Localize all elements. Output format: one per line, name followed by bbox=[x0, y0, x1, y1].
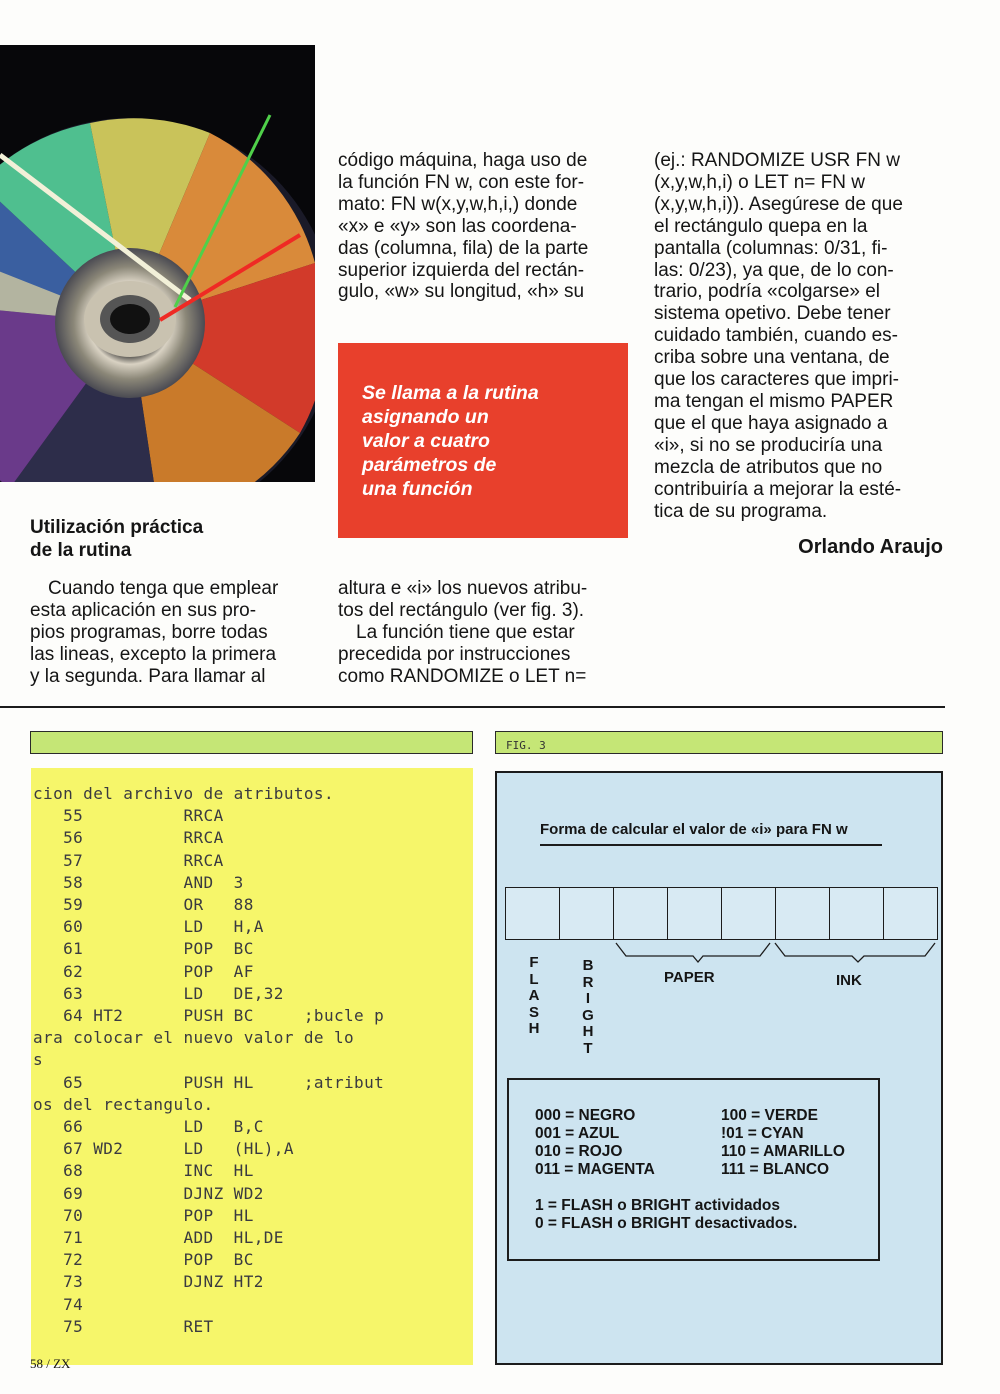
text-line: contribuiría a mejorar la esté- bbox=[654, 478, 902, 500]
text-line: pantalla (columnas: 0/31, fi- bbox=[654, 237, 888, 259]
bit-group-braces bbox=[505, 940, 938, 970]
attribute-byte-cells bbox=[505, 887, 938, 940]
code-line: 60 LD H,A bbox=[33, 917, 264, 937]
text-line: «i», si no se produciría una bbox=[654, 434, 883, 456]
pull-quote-line: parámetros de bbox=[362, 454, 497, 476]
flash-vertical-label bbox=[526, 955, 542, 1038]
figure-title-underline bbox=[540, 844, 882, 846]
compact-disc-photo bbox=[0, 45, 315, 482]
color-legend-left bbox=[535, 1107, 655, 1179]
code-line: 55 RRCA bbox=[33, 806, 224, 826]
label-letter: L bbox=[529, 970, 539, 988]
code-line: s bbox=[33, 1050, 44, 1070]
color-code: 010 = ROJO bbox=[535, 1143, 623, 1160]
pull-quote-line: Se llama a la rutina bbox=[362, 382, 539, 404]
pull-quote-line: una función bbox=[362, 478, 473, 500]
text-line: cuidado también, cuando es- bbox=[654, 325, 898, 347]
color-code: 100 = VERDE bbox=[721, 1107, 818, 1124]
color-code: 000 = NEGRO bbox=[535, 1107, 636, 1124]
label-letter: B bbox=[582, 957, 594, 974]
text-line: y la segunda. Para llamar al bbox=[30, 665, 266, 687]
paper-label: PAPER bbox=[664, 969, 715, 986]
figure-header-bar bbox=[495, 731, 943, 754]
label-letter: T bbox=[583, 1039, 593, 1057]
text-line: altura e «i» los nuevos atribu- bbox=[338, 578, 588, 599]
bright-vertical-label bbox=[580, 958, 596, 1057]
color-legend-right bbox=[721, 1107, 845, 1179]
label-letter: H bbox=[582, 1023, 594, 1040]
pull-quote-box bbox=[338, 343, 628, 538]
code-line: 57 RRCA bbox=[33, 850, 224, 870]
text-line: gulo, «w» su longitud, «h» su bbox=[338, 281, 585, 303]
text-line: el rectángulo quepa en la bbox=[654, 215, 868, 237]
text-line: tica de su programa. bbox=[654, 500, 828, 522]
label-letter: A bbox=[528, 987, 540, 1004]
label-letter: G bbox=[582, 1006, 594, 1024]
body-column-3 bbox=[654, 150, 943, 522]
code-line: 73 DJNZ HT2 bbox=[33, 1272, 264, 1292]
code-line: cion del archivo de atributos. bbox=[33, 784, 334, 803]
note-line: 1 = FLASH o BRIGHT actividados bbox=[535, 1197, 781, 1214]
code-line: 75 RET bbox=[33, 1316, 214, 1336]
figure-label: FIG. 3 bbox=[506, 739, 546, 752]
bit-cell bbox=[668, 888, 722, 939]
text-line: ma tengan el mismo PAPER bbox=[654, 390, 894, 412]
subheading-line: Utilización práctica bbox=[30, 517, 204, 538]
color-code: 001 = AZUL bbox=[535, 1125, 620, 1142]
text-line: criba sobre una ventana, de bbox=[654, 347, 890, 369]
bit-cell bbox=[506, 888, 560, 939]
figure-title: Forma de calcular el valor de «i» para FN w bbox=[540, 821, 848, 838]
code-line: 65 PUSH HL ;atribut bbox=[33, 1072, 385, 1092]
body-column-2-top bbox=[338, 150, 628, 303]
text-line: tos del rectángulo (ver fig. 3). bbox=[338, 599, 585, 621]
bit-cell bbox=[560, 888, 614, 939]
text-line: pios programas, borre todas bbox=[30, 621, 268, 643]
bit-cell bbox=[776, 888, 830, 939]
code-line: os del rectangulo. bbox=[33, 1094, 214, 1114]
text-line: precedida por instrucciones bbox=[338, 643, 571, 665]
code-line: 61 POP BC bbox=[33, 939, 254, 959]
text-line: que los caracteres que impri- bbox=[654, 369, 899, 391]
color-code: 111 = BLANCO bbox=[721, 1161, 830, 1178]
text-line: las lineas, excepto la primera bbox=[30, 643, 277, 665]
text-line: la función FN w, con este for- bbox=[338, 171, 585, 193]
bit-cell bbox=[884, 888, 937, 939]
color-code: !01 = CYAN bbox=[721, 1125, 804, 1142]
code-line: 72 POP BC bbox=[33, 1250, 254, 1270]
code-line: 63 LD DE,32 bbox=[33, 983, 284, 1003]
text-line: sistema opetivo. Debe tener bbox=[654, 303, 891, 325]
body-column-2-bottom bbox=[338, 578, 628, 688]
pull-quote-line: valor a cuatro bbox=[362, 430, 490, 452]
ink-label: INK bbox=[836, 972, 862, 989]
code-line: 67 WD2 LD (HL),A bbox=[33, 1139, 294, 1159]
text-line: mato: FN w(x,y,w,h,i,) donde bbox=[338, 193, 578, 215]
code-listing bbox=[33, 783, 473, 1338]
code-line: 64 HT2 PUSH BC ;bucle p bbox=[33, 1006, 385, 1026]
code-line: 71 ADD HL,DE bbox=[33, 1228, 284, 1248]
section-divider bbox=[0, 706, 945, 708]
label-letter: S bbox=[528, 1003, 539, 1021]
text-line: mezcla de atributos que no bbox=[654, 456, 883, 478]
code-line: 66 LD B,C bbox=[33, 1117, 264, 1137]
text-line: superior izquierda del rectán- bbox=[338, 259, 585, 281]
note-line: 0 = FLASH o BRIGHT desactivados. bbox=[535, 1215, 798, 1232]
text-line: esta aplicación en sus pro- bbox=[30, 599, 257, 621]
code-line: 58 AND 3 bbox=[33, 872, 244, 892]
code-line: 74 bbox=[33, 1294, 84, 1314]
text-line: das (columna, fila) de la parte bbox=[338, 237, 589, 259]
color-code: 011 = MAGENTA bbox=[535, 1161, 655, 1178]
label-letter: H bbox=[528, 1020, 540, 1037]
text-line: Cuando tenga que emplear bbox=[48, 578, 279, 599]
color-code: 110 = AMARILLO bbox=[721, 1143, 845, 1160]
author-name: Orlando Araujo bbox=[798, 536, 943, 558]
pull-quote-text bbox=[362, 381, 612, 501]
text-line: La función tiene que estar bbox=[356, 621, 575, 643]
text-line: código máquina, haga uso de bbox=[338, 150, 588, 171]
text-line: las: 0/23), ya que, de lo con- bbox=[654, 259, 894, 281]
text-line: como RANDOMIZE o LET n= bbox=[338, 665, 587, 687]
listing-header-bar bbox=[30, 731, 473, 754]
text-line: (x,y,w,h,i) o LET n= FN w bbox=[654, 171, 865, 193]
code-line: 62 POP AF bbox=[33, 961, 254, 981]
bit-cell bbox=[830, 888, 884, 939]
code-line: 69 DJNZ WD2 bbox=[33, 1183, 264, 1203]
figure-panel bbox=[495, 771, 943, 1365]
bit-cell bbox=[614, 888, 668, 939]
page-folio: 58 / ZX bbox=[30, 1356, 71, 1371]
code-line: 56 RRCA bbox=[33, 828, 224, 848]
code-line: ara colocar el nuevo valor de lo bbox=[33, 1028, 355, 1048]
label-letter: I bbox=[585, 990, 591, 1007]
subheading-line: de la rutina bbox=[30, 540, 132, 561]
code-line: 68 INC HL bbox=[33, 1161, 254, 1181]
bit-cell bbox=[722, 888, 776, 939]
text-line: trario, podría «colgarse» el bbox=[654, 281, 881, 303]
label-letter: F bbox=[529, 954, 539, 971]
text-line: (ej.: RANDOMIZE USR FN w bbox=[654, 150, 900, 171]
text-line: «x» e «y» son las coordena- bbox=[338, 215, 577, 237]
text-line: que el que haya asignado a bbox=[654, 412, 888, 434]
label-letter: R bbox=[582, 973, 594, 991]
body-column-1 bbox=[30, 578, 317, 688]
code-line: 70 POP HL bbox=[33, 1205, 254, 1225]
text-line: (x,y,w,h,i)). Asegúrese de que bbox=[654, 193, 903, 215]
flash-bright-notes bbox=[535, 1197, 797, 1233]
section-subheading bbox=[30, 516, 320, 562]
pull-quote-line: asignando un bbox=[362, 406, 489, 428]
code-line: 59 OR 88 bbox=[33, 895, 254, 915]
